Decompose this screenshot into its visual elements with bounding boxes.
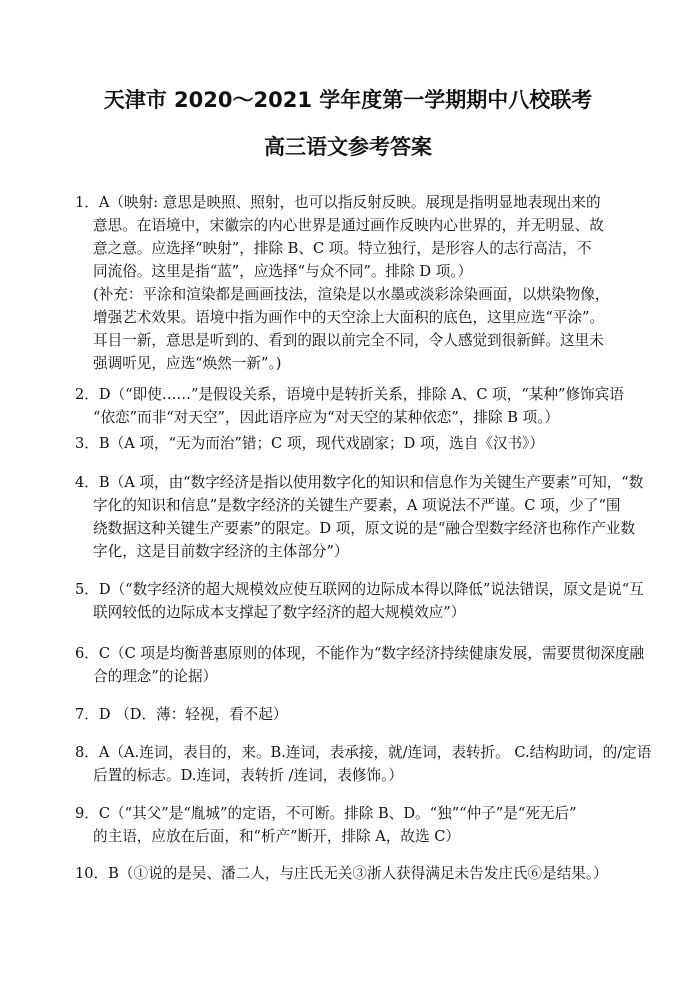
supplement-line: (补充：平涂和渲染都是画画技法，渲染是以水墨或淡彩涂染画面，以烘染物像， [93,286,610,303]
answer-line: 合的理念”的论据） [93,668,218,685]
answer-item-8 [75,741,652,787]
answer-line: 1．A（映射: 意思是映照、照射，也可以指反射反映。展现是指明显地表现出来的 [75,194,601,211]
answer-line: 的主语，应放在后面，和“析产”断开，排除 A，故选 C） [93,828,460,845]
answer-line: 6．C（C 项是均衡普惠原则的体现，不能作为“数字经济持续健康发展，需要贯彻深度融 [75,645,645,662]
answer-supplement [93,283,653,375]
answer-item-2 [75,383,645,429]
answer-line: 同流俗。这里是指“蓝”，应选择“与众不同”。排除 D 项。） [93,263,473,280]
answer-item-4 [75,471,645,563]
answer-line: 3．B（A 项，“无为而治”错；C 项，现代戏剧家；D 项，选自《汉书》） [75,435,544,452]
document-title: 天津市 2020～2021 学年度第一学期期中八校联考 [103,88,593,112]
answer-line: 绕数据这种关键生产要素”的限定。D 项，原文说的是“融合型数字经济也称作产业数 [93,520,636,537]
answer-line: 字化的知识和信息”是数字经济的关键生产要素，A 项说法不严谨。C 项，少了“围 [93,497,621,514]
answer-line: 联网较低的边际成本支撑起了数字经济的超大规模效应”） [93,604,466,621]
answer-item-1 [75,191,645,283]
answer-line: 意思。在语境中，宋徽宗的内心世界是通过画作反映内心世界的，并无明显、故 [93,217,604,234]
answer-item-6 [75,642,645,688]
answer-line: 10．B（①说的是吴、潘二人，与庄氏无关③浙人获得满足未告发庄氏⑥是结果。） [75,865,608,882]
answer-item-7 [75,703,645,726]
answer-line: 5．D（“数字经济的超大规模效应使互联网的边际成本得以降低”说法错误，原文是说“互 [75,581,644,598]
answer-line: “依恋”而非“对天空”，因此语序应为“对天空的某种依恋”，排除 B 项。） [93,409,560,426]
answer-line: 7．D （D．薄：轻视，看不起） [75,706,288,723]
answer-line: 8．A（A.连词，表目的，来。B.连词，表承接，就/连词，表转折。 C.结构助词，的/定语 [75,744,652,761]
answer-item-10 [75,862,645,885]
answer-line: 9．C（“其父”是“胤城”的定语，不可断。排除 B、D。“独”“仲子”是“死无后” [75,805,577,822]
document-subtitle: 高三语文参考答案 [264,135,432,159]
answer-item-3 [75,432,645,455]
answer-line: 后置的标志。D.连词，表转折 /连词，表修饰。） [93,767,403,784]
supplement-line: 强调听见，应选“焕然一新”。) [93,355,282,372]
answer-line: 字化，这是目前数字经济的主体部分”） [93,543,349,560]
answer-item-5 [75,578,645,624]
supplement-line: 耳目一新，意思是听到的、看到的跟以前完全不同，令人感觉到很新鲜。这里未 [93,332,604,349]
answer-item-9 [75,802,645,848]
supplement-line: 增强艺术效果。语境中指为画作中的天空涂上大面积的底色，这里应选“平涂”。 [93,309,605,326]
answer-line: 2．D（“即使……”是假设关系，语境中是转折关系，排除 A、C 项，“某种”修饰宾语 [75,386,624,403]
answer-line: 意之意。应选择“映射”，排除 B、C 项。特立独行，是形容人的志行高洁，不 [93,240,592,257]
answer-line: 4．B（A 项，由“数字经济是指以使用数字化的知识和信息作为关键生产要素”可知，“数 [75,474,644,491]
